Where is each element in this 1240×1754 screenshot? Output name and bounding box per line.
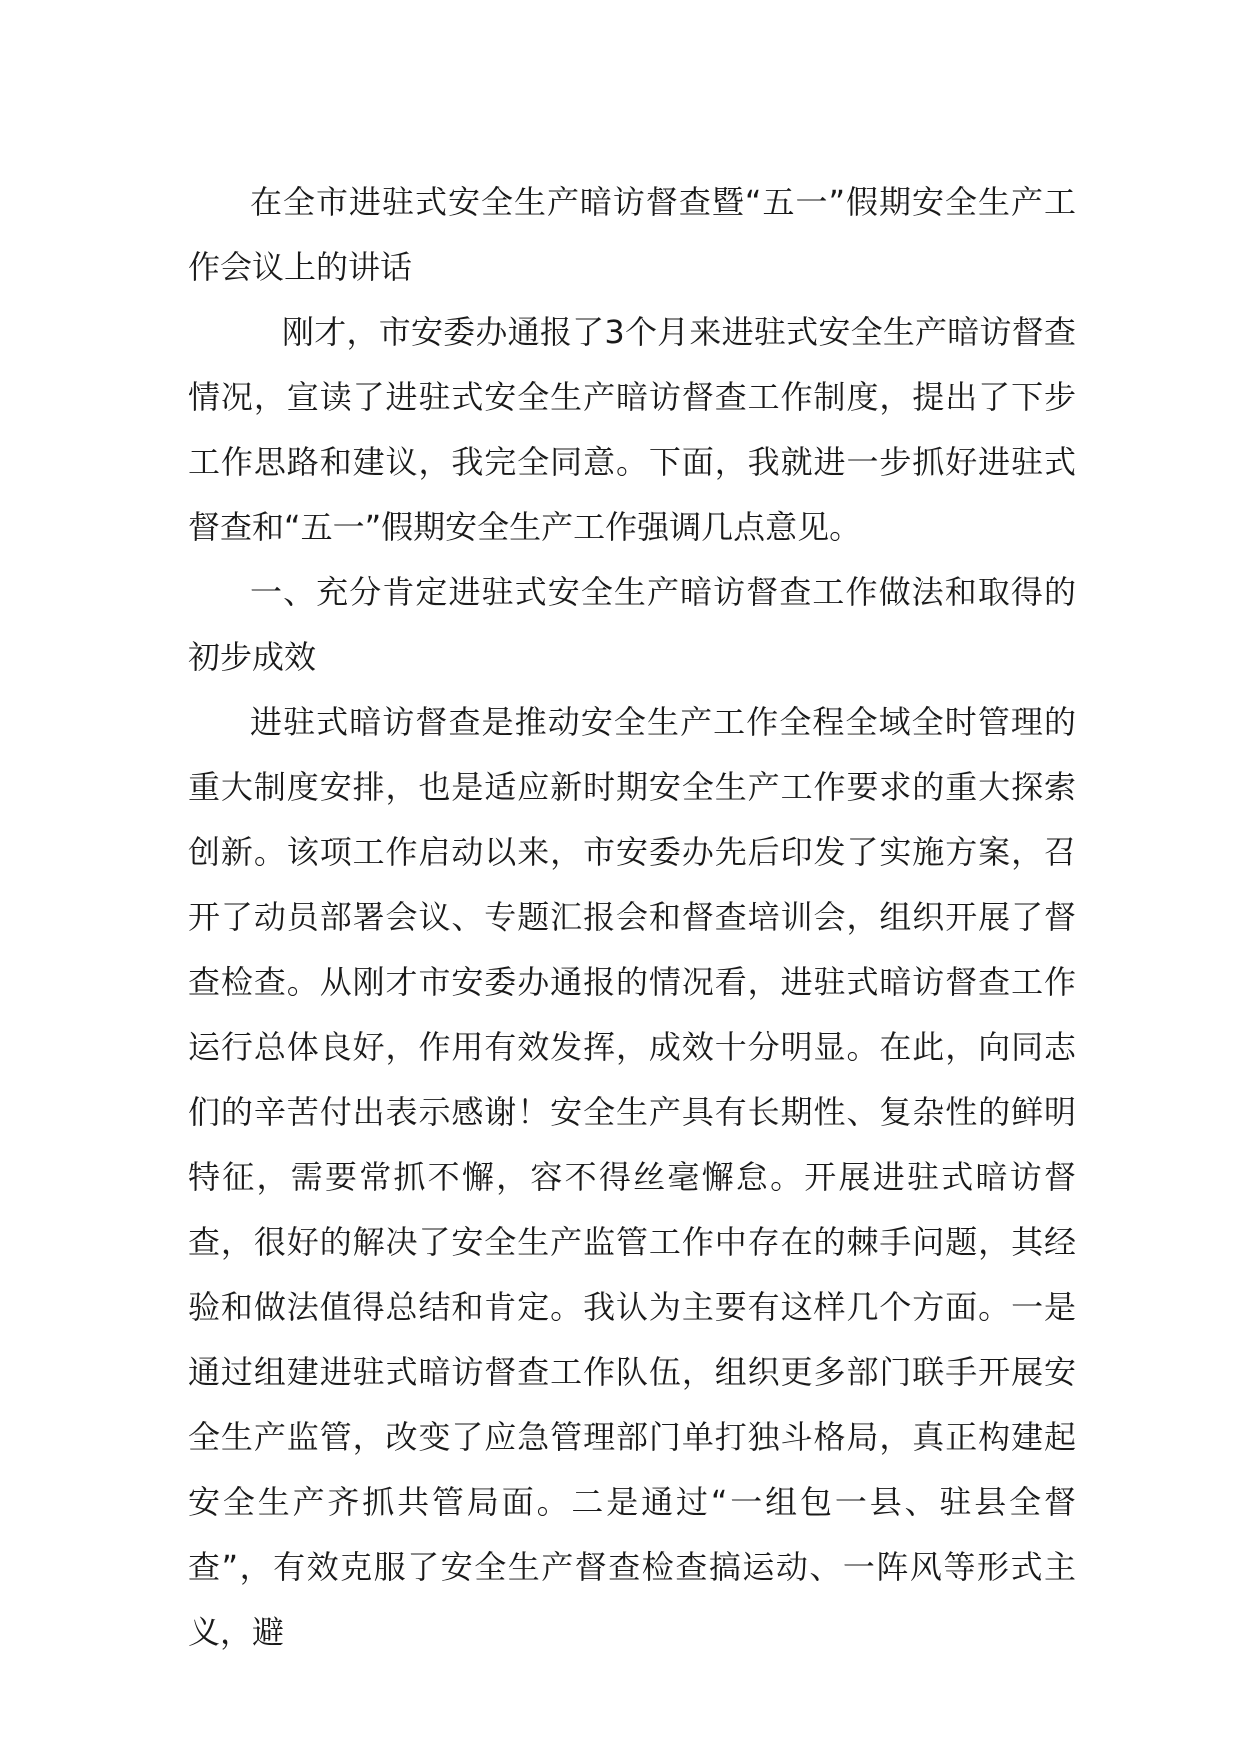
paragraph-body: 进驻式暗访督查是推动安全生产工作全程全域全时管理的重大制度安排，也是适应新时期安全生产工作要求的重大探索创新。该项工作启动以来，市安委办先后印发了实施方案，召开了动员部署会议、专题汇报会和督查培训会，组织开展了督查检查。从刚才市安委办通报的情况看，进驻式暗访督查工作运行总体良好，作用有效发挥，成效十分明显。在此，向同志们的辛苦付出表示感谢！安全生产具有长期性、复杂性的鲜明特征，需要常抓不懈，容不得丝毫懈怠。开展进驻式暗访督查，很好的解决了安全生产监管工作中存在的棘手问题，其经验和做法值得总结和肯定。我认为主要有这样几个方面。一是通过组建进驻式暗访督查工作队伍，组织更多部门联手开展安全生产监管，改变了应急管理部门单打独斗格局，真正构建起安全生产齐抓共管局面。二是通过“一组包一县、驻县全督查”，有效克服了安全生产督查检查搞运动、一阵风等形式主义，避 [188,703,1076,1651]
document-title: 在全市进驻式安全生产暗访督查暨“五一”假期安全生产工作会议上的讲话 [188,183,1076,286]
paragraph-opening: 刚才，市安委办通报了3个月来进驻式安全生产暗访督查情况，宣读了进驻式安全生产暗访督查工作制度，提出了下步工作思路和建议，我完全同意。下面，我就进一步抓好进驻式督查和“五一”假期安全生产工作强调几点意见。 [188,313,1076,546]
document-body [188,170,1076,1665]
section-heading-1: 一、充分肯定进驻式安全生产暗访督查工作做法和取得的初步成效 [188,573,1076,676]
